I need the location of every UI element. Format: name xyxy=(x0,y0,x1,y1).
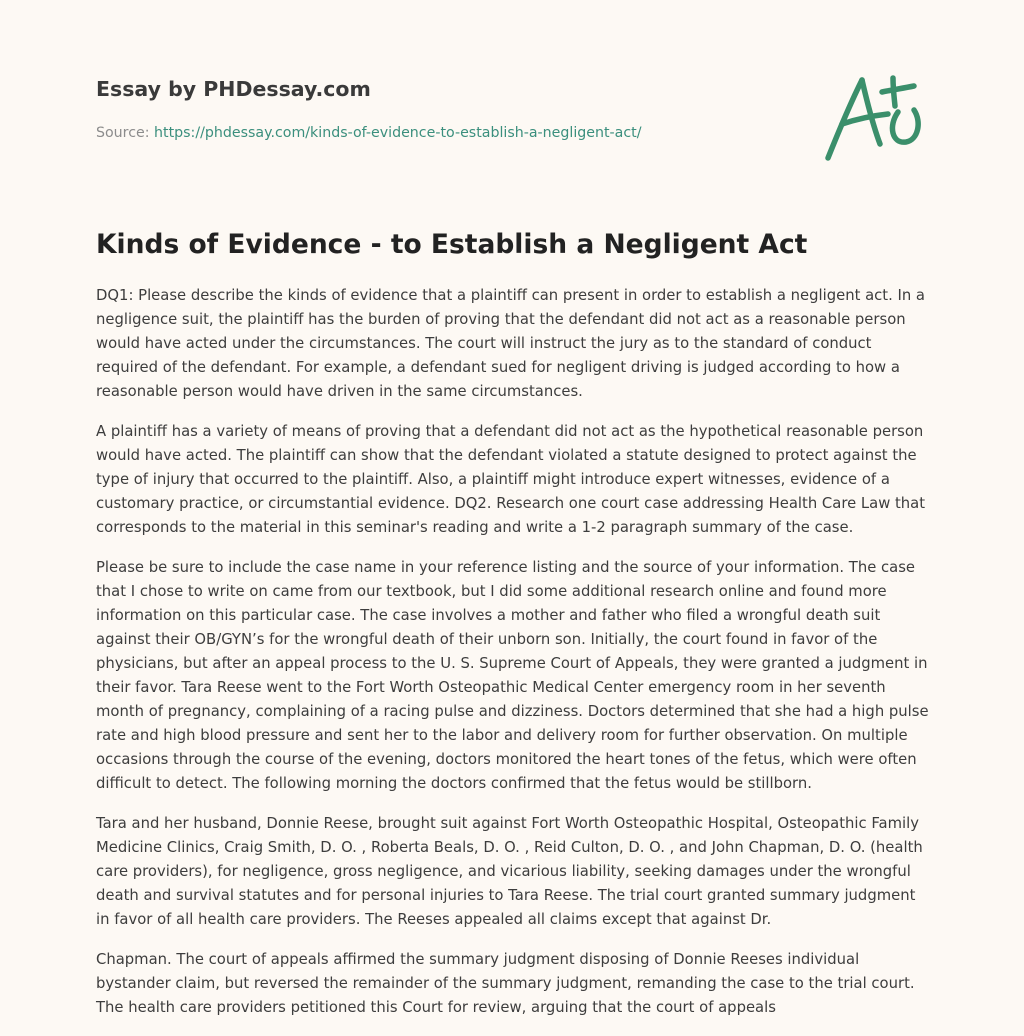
essay-title: Kinds of Evidence - to Establish a Negligent Act xyxy=(96,229,808,260)
essay-body xyxy=(96,284,930,1036)
a-plus-grade-icon xyxy=(818,66,930,166)
site-brand: Essay by PHDessay.com xyxy=(96,77,371,101)
body-paragraph: DQ1: Please describe the kinds of evidence that a plaintiff can present in order to establish a negligent act. In a negligence suit, the plaintiff has the burden of proving that the defendant did not act as a reasonable person would have acted under the circumstances. The court will instruct the jury as to the standard of conduct required of the defendant. For example, a defendant sued for negligent driving is judged according to how a reasonable person would have driven in the same circumstances. xyxy=(96,287,926,400)
essay-header xyxy=(96,74,736,143)
body-paragraph: Please be sure to include the case name in your reference listing and the source of your information. The case that I chose to write on came from our textbook, but I did some additional research online and found more information on this particular case. The case involves a mother and father who filed a wrongful death suit against their OB/GYN’s for the wrongful death of their unborn son. Initially, the court found in favor of the physicians, but after an appeal process to the U. S. Supreme Court of Appeals, they were granted a judgment in their favor. Tara Reese went to the Fort Worth Osteopathic Medical Center emergency room in her seventh month of pregnancy, complaining of a racing pulse and dizziness. Doctors determined that she had a high pulse rate and high blood pressure and sent her to the labor and delivery room for further observation. On multiple occasions through the course of the evening, doctors monitored the heart tones of the fetus, which were often difficult to detect. The following morning the doctors confirmed that the fetus would be stillborn. xyxy=(96,559,929,792)
body-paragraph: Tara and her husband, Donnie Reese, brought suit against Fort Worth Osteopathic Hospital, Osteopathic Family Medicine Clinics, Craig Smith, D. O. , Roberta Beals, D. O. , Reid Culton, D. O. , and John Chapman, D. O. (health care providers), for negligence, gross negligence, and vicarious liability, seeking damages under the wrongful death and survival statutes and for personal injuries to Tara Reese. The trial court granted summary judgment in favor of all health care providers. The Reeses appealed all claims except that against Dr. xyxy=(96,815,923,928)
source-label: Source: xyxy=(96,125,150,141)
body-paragraph: Chapman. The court of appeals affirmed the summary judgment disposing of Donnie Reeses individual bystander claim, but reversed the remainder of the summary judgment, remanding the case to the trial court. The health care providers petitioned this Court for review, arguing that the court of appeals xyxy=(96,951,915,1016)
source-line xyxy=(96,123,736,143)
body-paragraph: A plaintiff has a variety of means of proving that a defendant did not act as the hypothetical reasonable person would have acted. The plaintiff can show that the defendant violated a statute designed to protect against the type of injury that occurred to the plaintiff. Also, a plaintiff might introduce expert witnesses, evidence of a customary practice, or circumstantial evidence. DQ2. Research one court case addressing Health Care Law that corresponds to the material in this seminar's reading and write a 1-2 paragraph summary of the case. xyxy=(96,423,926,536)
source-link[interactable]: https://phdessay.com/kinds-of-evidence-to-establish-a-negligent-act/ xyxy=(154,125,642,141)
